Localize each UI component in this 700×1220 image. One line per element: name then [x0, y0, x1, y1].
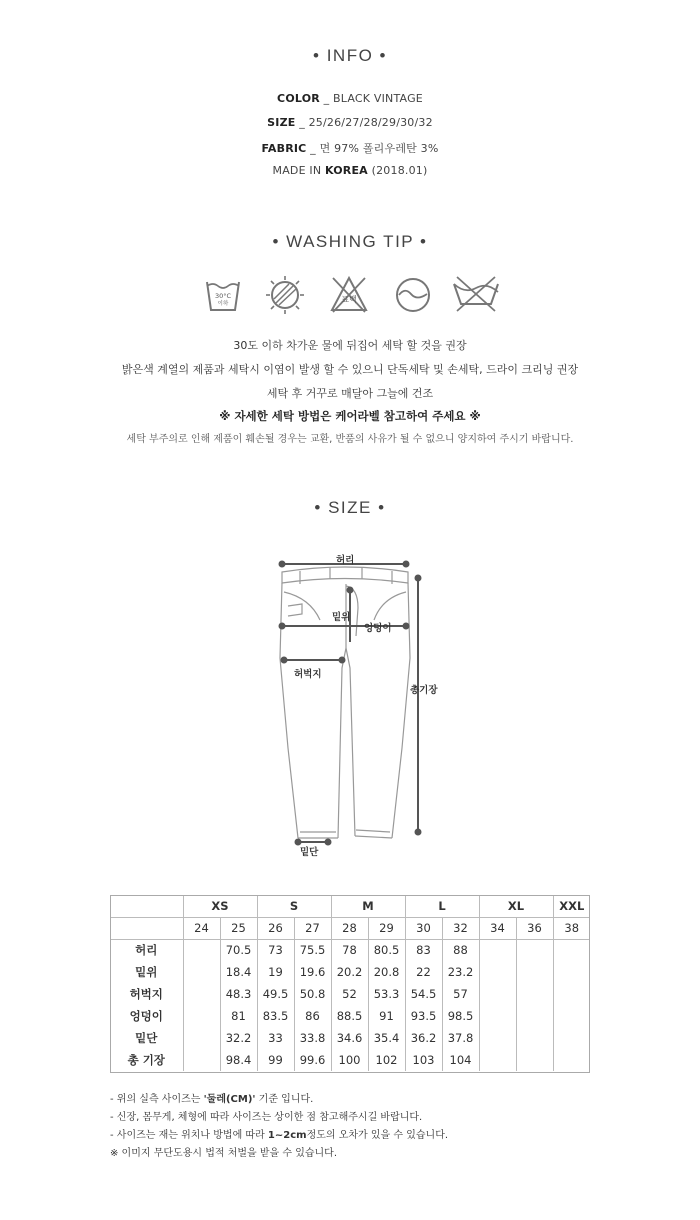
note-tolerance	[110, 1127, 448, 1145]
measurement-cell: 54.5	[405, 983, 442, 1005]
measurement-cell	[183, 1005, 220, 1027]
size-notes	[110, 1091, 448, 1163]
measurement-cell: 70.5	[220, 939, 257, 961]
measurement-cell	[516, 939, 553, 961]
note-body-type: - 신장, 몸무게, 체형에 따라 사이즈는 상이한 점 참고해주시길 바랍니다.	[110, 1112, 423, 1123]
measurement-cell: 73	[257, 939, 294, 961]
diagram-label-hip: 엉덩이	[364, 623, 392, 634]
note-1-bold: '둘레(CM)'	[203, 1094, 256, 1105]
care-icons	[0, 274, 700, 316]
measurement-cell: 75.5	[294, 939, 331, 961]
bleach-text: 표백	[341, 295, 357, 304]
measurement-cell: 32.2	[220, 1027, 257, 1049]
fabric-value: _ 면 97% 폴리우레탄 3%	[310, 142, 439, 155]
measurement-cell: 20.8	[368, 961, 405, 983]
measurement-cell	[553, 1049, 590, 1071]
note-measure-basis	[110, 1091, 448, 1109]
note-1-post: 기준 입니다.	[255, 1094, 314, 1105]
row-label: 허벅지	[129, 987, 163, 1001]
size-group-xs: XS	[183, 895, 257, 917]
note-1-pre: - 위의 실측 사이즈는	[110, 1094, 204, 1105]
measurement-cell: 98.5	[442, 1005, 479, 1027]
pants-diagram	[270, 548, 440, 868]
no-bleach-icon	[329, 274, 369, 314]
row-label: 밑위	[135, 965, 158, 979]
size-line	[0, 116, 700, 129]
measurement-cell: 102	[368, 1049, 405, 1071]
measurement-cell: 80.5	[368, 939, 405, 961]
row-label: 밑단	[135, 1031, 158, 1045]
measurement-cell: 33.8	[294, 1027, 331, 1049]
measurement-cell: 104	[442, 1049, 479, 1071]
measurement-cell	[516, 961, 553, 983]
measurement-cell: 48.3	[220, 983, 257, 1005]
size-group-row	[110, 895, 590, 917]
measurement-cell: 88	[442, 939, 479, 961]
measurement-cell: 81	[220, 1005, 257, 1027]
no-tumble-dry-icon	[265, 274, 305, 314]
measurement-cell: 88.5	[331, 1005, 368, 1027]
made-year: (2018.01)	[371, 164, 428, 177]
measurement-cell	[553, 939, 590, 961]
measurement-cell: 37.8	[442, 1027, 479, 1049]
measurement-cell: 22	[405, 961, 442, 983]
diagram-label-waist: 허리	[336, 555, 355, 566]
diagram-label-thigh: 허벅지	[294, 669, 322, 680]
measurement-cell: 99	[257, 1049, 294, 1071]
measurement-cell: 83	[405, 939, 442, 961]
size-cell: 32	[442, 917, 479, 939]
measurement-cell	[553, 983, 590, 1005]
measurement-cell: 34.6	[331, 1027, 368, 1049]
size-group-l: L	[405, 895, 479, 917]
measurement-cell: 57	[442, 983, 479, 1005]
measurement-cell: 91	[368, 1005, 405, 1027]
measurement-cell	[479, 1027, 516, 1049]
size-cell: 26	[257, 917, 294, 939]
measurement-cell: 99.6	[294, 1049, 331, 1071]
info-title: • INFO •	[313, 46, 387, 65]
measurement-cell	[516, 1005, 553, 1027]
made-country: KOREA	[325, 164, 368, 177]
table-row	[110, 1049, 590, 1071]
measurement-cell: 53.3	[368, 983, 405, 1005]
measurement-rows	[110, 939, 590, 1071]
size-group-xl: XL	[479, 895, 553, 917]
table-row	[110, 1027, 590, 1049]
pants-illustration	[270, 548, 440, 868]
wash-below-text: 이하	[217, 301, 229, 307]
fabric-line	[0, 140, 700, 156]
size-group-m: M	[331, 895, 405, 917]
measurement-cell: 36.2	[405, 1027, 442, 1049]
note-3-post: 정도의 오차가 있을 수 있습니다.	[306, 1130, 449, 1141]
size-group-xxl: XXL	[553, 895, 590, 917]
size-cell: 29	[368, 917, 405, 939]
measurement-cell: 19.6	[294, 961, 331, 983]
washing-tip-title: • WASHING TIP •	[272, 232, 428, 251]
row-label: 허리	[135, 943, 158, 958]
washing-tip-line-2: 밝은색 계열의 제품과 세탁시 이염이 발생 할 수 있으니 단독세탁 및 손세탁, 드라이 크리닝 권장	[121, 363, 579, 376]
measurement-cell	[479, 939, 516, 961]
color-label: COLOR	[277, 92, 320, 105]
size-cell: 25	[220, 917, 257, 939]
measurement-cell	[479, 1049, 516, 1071]
note-copyright: ※ 이미지 무단도용시 법적 처벌을 받을 수 있습니다.	[110, 1148, 338, 1159]
washing-tip-line-1: 30도 이하 차가운 물에 뒤집어 세탁 할 것을 권장	[233, 339, 467, 352]
color-line	[0, 92, 700, 105]
size-cell: 24	[183, 917, 220, 939]
corner-cell	[110, 917, 183, 939]
washing-tip-care-label-note: ※ 자세한 세탁 방법은 케어라벨 참고하여 주세요 ※	[219, 409, 481, 423]
measurement-cell	[516, 1049, 553, 1071]
no-dry-clean-icon	[451, 274, 501, 314]
size-title: • SIZE •	[314, 498, 386, 517]
diagram-label-length: 총기장	[410, 685, 438, 696]
measurement-cell: 86	[294, 1005, 331, 1027]
size-value: _ 25/26/27/28/29/30/32	[299, 116, 433, 129]
measurement-cell	[479, 1005, 516, 1027]
wash-temp-text: 30°C	[214, 292, 232, 300]
measurement-cell	[479, 961, 516, 983]
size-cell: 27	[294, 917, 331, 939]
row-label: 총 기장	[127, 1053, 165, 1067]
measurement-cell	[516, 983, 553, 1005]
measurement-cell: 18.4	[220, 961, 257, 983]
measurement-cell	[183, 1027, 220, 1049]
washing-tip-disclaimer: 세탁 부주의로 인해 제품이 훼손될 경우는 교환, 반품의 사유가 될 수 없으니 양지하여 주시기 바랍니다.	[126, 434, 574, 445]
size-cell: 30	[405, 917, 442, 939]
wash-30c-icon	[203, 274, 243, 314]
measurement-cell: 19	[257, 961, 294, 983]
size-table	[110, 895, 590, 1071]
corner-cell	[110, 895, 183, 917]
measurement-cell: 50.8	[294, 983, 331, 1005]
note-3-bold: 1~2cm	[267, 1130, 307, 1141]
measurement-cell	[553, 961, 590, 983]
measurement-cell	[183, 961, 220, 983]
table-row	[110, 961, 590, 983]
measurement-cell: 83.5	[257, 1005, 294, 1027]
size-label: SIZE	[267, 116, 296, 129]
measurement-cell	[183, 939, 220, 961]
size-cell: 34	[479, 917, 516, 939]
made-prefix: MADE IN	[272, 164, 322, 177]
washing-tip-line-3: 세탁 후 거꾸로 매달아 그늘에 건조	[266, 387, 434, 400]
diagram-label-hem: 밑단	[300, 847, 319, 858]
measurement-cell: 20.2	[331, 961, 368, 983]
table-row	[110, 1005, 590, 1027]
measurement-cell: 93.5	[405, 1005, 442, 1027]
size-cell: 28	[331, 917, 368, 939]
measurement-cell	[479, 983, 516, 1005]
measurement-cell: 33	[257, 1027, 294, 1049]
fabric-label: FABRIC	[261, 142, 307, 155]
measurement-cell: 35.4	[368, 1027, 405, 1049]
size-cell: 38	[553, 917, 590, 939]
measurement-cell: 52	[331, 983, 368, 1005]
table-row	[110, 939, 590, 961]
table-row	[110, 983, 590, 1005]
measurement-cell	[553, 1027, 590, 1049]
measurement-cell: 78	[331, 939, 368, 961]
gentle-wash-icon	[393, 274, 433, 314]
measurement-cell	[553, 1005, 590, 1027]
made-in-line	[0, 164, 700, 177]
size-number-row	[110, 917, 590, 939]
measurement-cell: 49.5	[257, 983, 294, 1005]
measurement-cell: 100	[331, 1049, 368, 1071]
row-label: 엉덩이	[129, 1009, 163, 1023]
color-value: _ BLACK VINTAGE	[323, 92, 423, 105]
size-cell: 36	[516, 917, 553, 939]
measurement-cell	[183, 983, 220, 1005]
note-3-pre: - 사이즈는 재는 위치나 방법에 따라	[110, 1130, 268, 1141]
measurement-cell: 23.2	[442, 961, 479, 983]
size-group-s: S	[257, 895, 331, 917]
measurement-cell: 103	[405, 1049, 442, 1071]
measurement-cell: 98.4	[220, 1049, 257, 1071]
measurement-cell	[183, 1049, 220, 1071]
diagram-label-rise: 밑위	[332, 612, 351, 623]
measurement-cell	[516, 1027, 553, 1049]
